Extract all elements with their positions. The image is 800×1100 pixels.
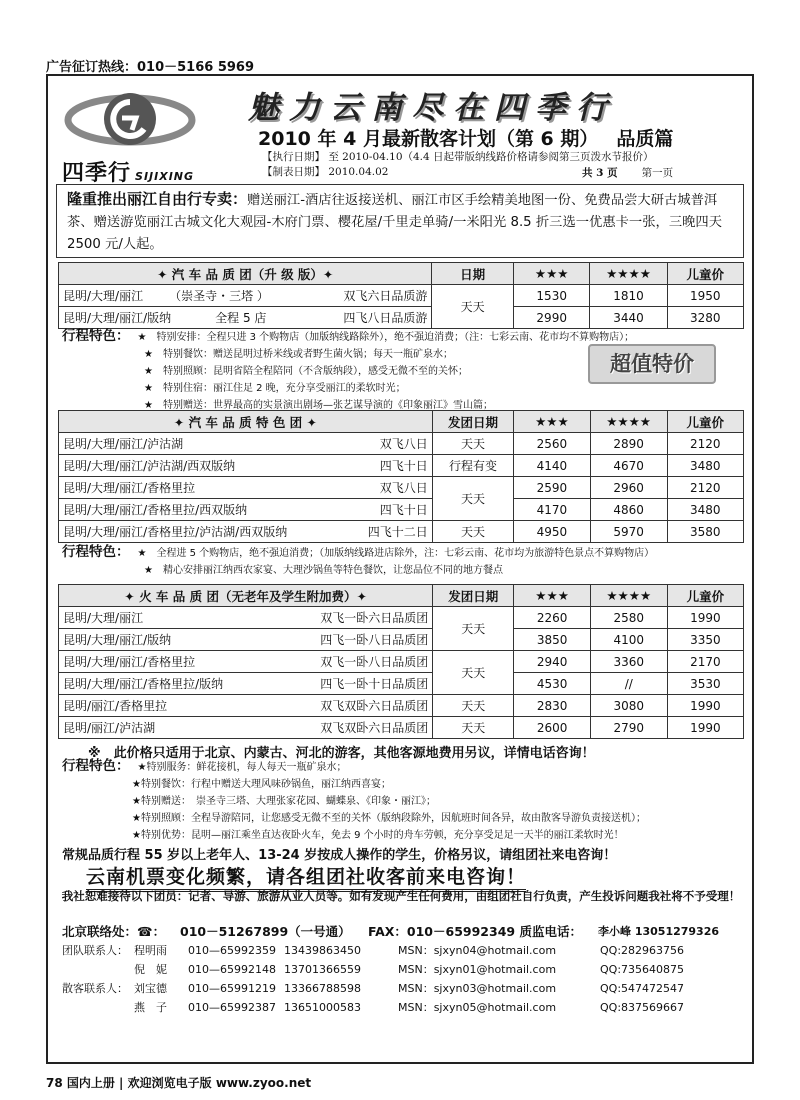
brochure-frame — [46, 74, 754, 1064]
table-row — [59, 477, 744, 499]
features-train — [62, 758, 646, 844]
contact-name: 程明雨 — [134, 944, 167, 957]
contact-name: 燕 子 — [134, 1001, 167, 1014]
route-name: 昆明/大理/丽江/泸沽湖/西双版纳 — [63, 459, 236, 473]
price-child: 3530 — [667, 673, 743, 695]
disclaimer: 我社恕难接待以下团员：记者、导游、旅游从业人员等。如有发现产生任何费用，由组团社自行负责，产生投诉问题我社将不予受理！ — [61, 889, 741, 903]
route-duration: 双飞六日品质游 — [343, 289, 428, 303]
date-cell: 天天 — [433, 717, 514, 739]
feature-line — [62, 758, 646, 776]
route-name: 昆明/大理/丽江/版纳 — [63, 311, 172, 325]
table-row — [59, 521, 744, 543]
col-3star: ★★★ — [514, 411, 591, 433]
route-cell — [59, 521, 433, 543]
route-duration: 四飞八日品质游 — [343, 311, 428, 325]
price-4star: 4670 — [590, 455, 667, 477]
route-note: （崇圣寺・三塔 ） — [169, 289, 269, 303]
price-child: 2170 — [667, 651, 743, 673]
price-3star: 2830 — [514, 695, 590, 717]
route-name: 昆明/大理/丽江/版纳 — [63, 633, 172, 647]
route-name: 昆明/丽江/泸沽湖 — [63, 721, 156, 735]
page-number: 第一页 — [641, 167, 674, 179]
route-duration: 双飞双卧六日品质团 — [320, 699, 429, 713]
price-3star: 4530 — [514, 673, 590, 695]
contact-name: 刘宝德 — [134, 982, 167, 995]
route-duration: 双飞一卧八日品质团 — [320, 655, 429, 669]
col-route: ✦ 火 车 品 质 团（无老年及学生附加费）✦ — [59, 585, 433, 607]
col-3star: ★★★ — [514, 585, 590, 607]
route-cell — [59, 717, 433, 739]
contact-qq: QQ:547472547 — [600, 982, 685, 995]
contact-qq: QQ:735640875 — [600, 963, 685, 976]
exec-date: 【执行日期】 至 2010-04.10（4.4 日起带版纳线路价格请参阅第三页泼水节报价） — [262, 151, 654, 163]
route-name: 昆明/大理/丽江/香格里拉/西双版纳 — [63, 503, 248, 517]
price-child: 1990 — [667, 607, 743, 629]
contact-msn[interactable]: MSN：sjxyn03@hotmail.com — [398, 982, 557, 995]
feature-label: 行程特色： — [62, 544, 130, 560]
price-note: ※ 此价格只适用于北京、内蒙古、河北的游客，其他客源地费用另议，详情电话咨询！ — [88, 746, 595, 761]
route-name: 昆明/大理/丽江 — [63, 611, 144, 625]
route-duration: 四飞十日 — [379, 503, 428, 517]
feature-item: ★ 特别安排：全程只进 3 个购物店（加版纳线路除外），绝不强迫消费；（注：七彩云南、花市均不算购物店）； — [137, 332, 635, 343]
price-4star: 5970 — [590, 521, 667, 543]
price-3star: 2990 — [513, 307, 590, 329]
route-name: 昆明/丽江/香格里拉 — [63, 699, 168, 713]
table-bus-upgrade — [58, 262, 744, 329]
route-cell — [59, 607, 433, 629]
features-bus-upgrade — [62, 328, 634, 414]
logo-name: 四季行 — [62, 161, 132, 186]
route-cell — [59, 673, 433, 695]
date-cell: 天天 — [433, 695, 514, 717]
date-cell: 天天 — [433, 651, 514, 695]
plan-tag: 品质篇 — [616, 128, 674, 150]
price-3star: 4140 — [514, 455, 591, 477]
feature-label: 行程特色： — [62, 758, 130, 774]
price-4star: 2890 — [590, 433, 667, 455]
contact-mobile: 13366788598 — [284, 982, 361, 995]
col-4star: ★★★★ — [590, 263, 667, 285]
price-3star: 1530 — [513, 285, 590, 307]
col-child: 儿童价 — [667, 585, 743, 607]
route-cell — [59, 651, 433, 673]
price-3star: 3850 — [514, 629, 590, 651]
col-date: 日期 — [432, 263, 514, 285]
logo-mark-icon — [60, 84, 200, 154]
route-cell — [59, 629, 433, 651]
route-duration: 双飞八日 — [379, 481, 428, 495]
table-row — [59, 629, 744, 651]
page-count — [582, 166, 673, 181]
route-duration: 双飞八日 — [379, 437, 428, 451]
price-child: 1950 — [667, 285, 743, 307]
table-bus-feature — [58, 410, 744, 543]
feature-item: ★ 特别赠送：世界最高的实景演出剧场—张艺谋导演的《印象丽江》雪山篇； — [144, 400, 493, 411]
table-row — [59, 673, 744, 695]
price-4star: 3080 — [590, 695, 667, 717]
price-4star: 4100 — [590, 629, 667, 651]
price-3star: 2600 — [514, 717, 590, 739]
date-cell: 天天 — [432, 477, 513, 521]
price-child: 1990 — [667, 695, 743, 717]
col-date: 发团日期 — [432, 411, 513, 433]
header — [48, 76, 752, 186]
contact-mobile: 13439863450 — [284, 944, 361, 957]
col-4star: ★★★★ — [590, 585, 667, 607]
total-pages: 共 3 页 — [582, 167, 618, 179]
date-cell: 行程有变 — [432, 455, 513, 477]
contact-tel: 010—65992387 — [188, 1001, 276, 1014]
price-child: 1990 — [667, 717, 743, 739]
price-child: 3580 — [667, 521, 743, 543]
slogan: 魅力云南尽在四季行 — [248, 90, 617, 126]
table-row — [59, 499, 744, 521]
price-4star: 3440 — [590, 307, 667, 329]
promo-body: 赠送丽江-酒店往返接送机、丽江市区手绘精美地图一份、免费品尝大研古城普洱茶、赠送游览丽江古城文化大观园-木府门票、樱花屋/千里走单骑/一米阳光 8.5 折三选一优惠卡一张，三晚四天 2500 元/人起。 — [67, 193, 723, 252]
route-cell — [59, 307, 432, 329]
col-3star: ★★★ — [513, 263, 590, 285]
table-row — [59, 455, 744, 477]
feature-item: ★特别赠送： 崇圣寺三塔、大理张家花园、蝴蝶泉、《印象・丽江》； — [132, 796, 436, 807]
contact-tel: 010—65992359 — [188, 944, 276, 957]
airfare-notice: 云南机票变化频繁，请各组团社收客前来电咨询！ — [86, 862, 526, 892]
col-route: ✦ 汽 车 品 质 团（升 级 版）✦ — [59, 263, 432, 285]
contact-qq: QQ:837569667 — [600, 1001, 685, 1014]
col-route: ✦ 汽 车 品 质 特 色 团 ✦ — [59, 411, 433, 433]
route-cell — [59, 285, 432, 307]
route-duration: 四飞一卧十日品质团 — [320, 677, 429, 691]
price-3star: 2260 — [514, 607, 590, 629]
route-name: 昆明/大理/丽江/香格里拉/版纳 — [63, 677, 224, 691]
contact-role: 散客联系人： — [62, 982, 128, 995]
price-child: 3480 — [667, 455, 743, 477]
beijing-label: 北京联络处：☎： — [62, 924, 166, 939]
senior-student-note: 常规品质行程 55 岁以上老年人、13-24 岁按成人操作的学生，价格另议，请组团社来电咨询！ — [62, 848, 617, 863]
ad-hotline: 广告征订热线：010－5166 5969 — [46, 60, 255, 75]
price-child: 2120 — [667, 477, 743, 499]
price-3star: 2940 — [514, 651, 590, 673]
col-child: 儿童价 — [667, 411, 743, 433]
feature-item: ★ 全程进 5 个购物店，绝不强迫消费；（加版纳线路进店除外，注：七彩云南、花市均为旅游特色景点不算购物店） — [137, 548, 655, 559]
contact-mobile: 13651000583 — [284, 1001, 361, 1014]
route-duration: 双飞双卧六日品质团 — [320, 721, 429, 735]
price-child: 3280 — [667, 307, 743, 329]
contact-tel: 010—65991219 — [188, 982, 276, 995]
route-cell — [59, 695, 433, 717]
date-cell: 天天 — [432, 521, 513, 543]
table-row — [59, 651, 744, 673]
logo-text — [62, 156, 194, 187]
route-note: 全程 5 店 — [215, 311, 267, 325]
table-header — [59, 585, 744, 607]
contact-role: 团队联系人： — [62, 944, 128, 957]
route-name: 昆明/大理/丽江/香格里拉/泸沽湖/西双版纳 — [63, 525, 288, 539]
special-price-stamp: 超值特价 — [588, 344, 716, 384]
route-name: 昆明/大理/丽江/香格里拉 — [63, 655, 196, 669]
route-cell — [59, 433, 433, 455]
feature-item: ★特别照顾：全程导游陪同，让您感受无微不至的关怀（版纳段除外，因航班时间各异，故由散客导游负责接送机）； — [132, 813, 646, 824]
made-date: 【制表日期】 2010.04.02 — [262, 166, 389, 178]
route-name: 昆明/大理/丽江/香格里拉 — [63, 481, 196, 495]
route-cell — [59, 477, 433, 499]
table-row — [59, 695, 744, 717]
table-row — [59, 307, 744, 329]
price-4star: 2960 — [590, 477, 667, 499]
price-3star: 4950 — [514, 521, 591, 543]
fax-info: FAX：010－65992349 质监电话： — [368, 924, 582, 939]
route-duration: 四飞十二日 — [367, 525, 428, 539]
beijing-phone: 010－51267899（一号通） — [180, 924, 351, 939]
date-cell: 天天 — [432, 285, 514, 329]
price-4star: // — [590, 673, 667, 695]
table-row — [59, 433, 744, 455]
feature-item: ★ 特别照顾：昆明省陪全程陪同（不含版纳段），感受无微不至的关怀； — [144, 366, 468, 377]
route-duration: 四飞十日 — [379, 459, 428, 473]
footer-page: 78 国内上册 | — [46, 1076, 124, 1090]
footer-site[interactable]: 欢迎浏览电子版 www.zyoo.net — [127, 1076, 312, 1090]
page-footer — [46, 1074, 311, 1091]
plan-title-text: 2010 年 4 月最新散客计划（第 6 期） — [258, 128, 599, 150]
contact-msn[interactable]: MSN：sjxyn04@hotmail.com — [398, 944, 557, 957]
route-name: 昆明/大理/丽江/泸沽湖 — [63, 437, 184, 451]
col-4star: ★★★★ — [590, 411, 667, 433]
table-row — [59, 717, 744, 739]
price-4star: 1810 — [590, 285, 667, 307]
price-4star: 3360 — [590, 651, 667, 673]
contact-qq: QQ:282963756 — [600, 944, 685, 957]
lijiang-promo — [56, 184, 744, 258]
price-child: 3350 — [667, 629, 743, 651]
feature-item: ★特别优势：昆明—丽江乘坐直达夜卧火车，免去 9 个小时的舟车劳顿，充分享受足足一天半的丽江柔软时光！ — [132, 830, 624, 841]
feature-item: ★特别服务：鲜花接机，每人每天一瓶矿泉水； — [137, 762, 347, 773]
contact-mobile: 13701366559 — [284, 963, 361, 976]
price-3star: 4170 — [514, 499, 591, 521]
promo-title: 隆重推出丽江自由行专卖： — [67, 190, 248, 208]
contact-msn[interactable]: MSN：sjxyn01@hotmail.com — [398, 963, 557, 976]
date-cell: 天天 — [433, 607, 514, 651]
features-bus-feature — [62, 544, 654, 579]
date-meta — [262, 150, 674, 180]
contact-msn[interactable]: MSN：sjxyn05@hotmail.com — [398, 1001, 557, 1014]
col-child: 儿童价 — [667, 263, 743, 285]
logo-latin: SIJIXING — [135, 170, 195, 183]
table-header — [59, 411, 744, 433]
route-duration: 四飞一卧八日品质团 — [320, 633, 429, 647]
route-duration: 双飞一卧六日品质团 — [320, 611, 429, 625]
route-name: 昆明/大理/丽江 — [63, 289, 144, 303]
price-child: 2120 — [667, 433, 743, 455]
feature-label: 行程特色： — [62, 328, 130, 344]
col-date: 发团日期 — [433, 585, 514, 607]
price-3star: 2560 — [514, 433, 591, 455]
price-child: 3480 — [667, 499, 743, 521]
table-row — [59, 607, 744, 629]
price-4star: 2790 — [590, 717, 667, 739]
route-cell — [59, 499, 433, 521]
contact-name: 倪 妮 — [134, 963, 167, 976]
feature-item: ★ 特别餐饮：赠送昆明过桥米线或者野生菌火锅；每天一瓶矿泉水； — [144, 349, 453, 360]
price-3star: 2590 — [514, 477, 591, 499]
table-header — [59, 263, 744, 285]
date-cell: 天天 — [432, 433, 513, 455]
contact-tel: 010—65992148 — [188, 963, 276, 976]
route-cell — [59, 455, 433, 477]
feature-line — [62, 328, 634, 346]
feature-item: ★ 特别住宿：丽江住足 2 晚，充分享受丽江的柔软时光； — [144, 383, 406, 394]
table-train — [58, 584, 744, 739]
logo — [60, 84, 200, 186]
feature-item: ★ 精心安排丽江纳西农家宴、大理沙锅鱼等特色餐饮，让您品位不同的地方餐点 — [144, 565, 503, 576]
qa-contact: 李小峰 13051279326 — [598, 925, 720, 938]
price-4star: 2580 — [590, 607, 667, 629]
plan-title — [258, 124, 673, 151]
feature-item: ★特别餐饮：行程中赠送大理风味砂锅鱼，丽江纳西喜宴； — [132, 779, 391, 790]
feature-line — [62, 544, 654, 562]
table-row — [59, 285, 744, 307]
price-4star: 4860 — [590, 499, 667, 521]
